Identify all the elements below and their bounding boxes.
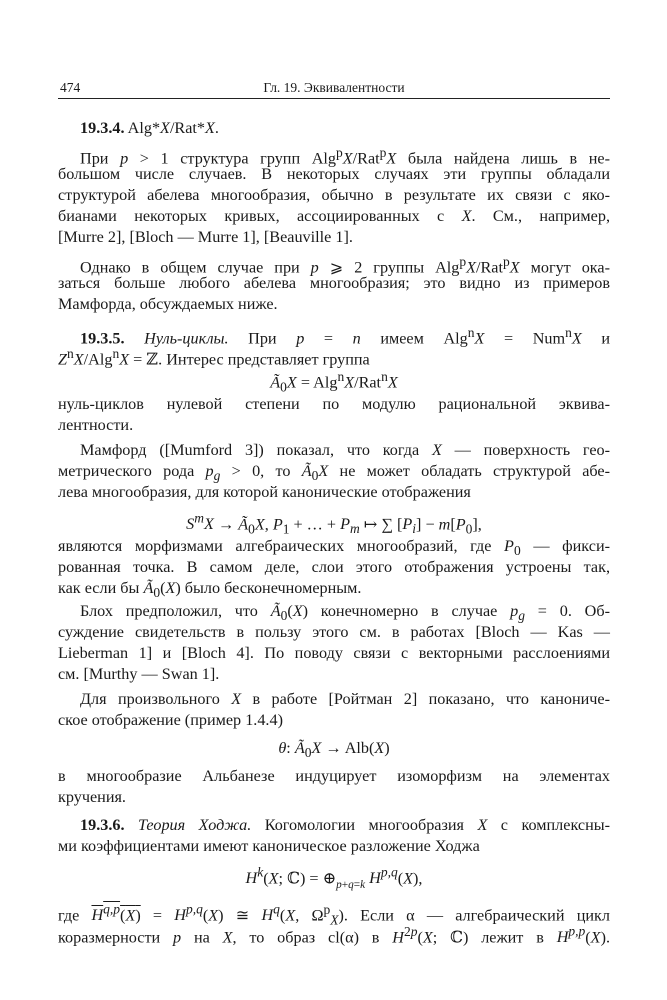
text-line: Для произвольного X в работе [Ройтман 2] показано, что канониче-: [80, 690, 610, 708]
page-header: [58, 80, 610, 99]
text-line: коразмерности p на X, то образ cl(α) в $H^{2p}(X$; ℂ) лежит в H$^{p,p}$(X).: [58, 924, 610, 947]
text-line: ми коэффициентами имеют каноническое разложение Ходжа: [58, 837, 480, 855]
text-line: лентности.: [58, 416, 134, 434]
text-line: структурой абелева многообразия, обычно в результате их связи с яко-: [58, 186, 610, 204]
text-line: суждение свидетельств в пользу этого см. в работах [Bloch — Kas —: [58, 623, 610, 641]
section-heading: 19.3.6. Теория Ходжа. Когомологии многообразия X с комплексны-: [80, 816, 611, 834]
text-line: ское отображение (пример 1.4.4): [58, 711, 283, 729]
text-line: метрического рода $p_g > 0$, то $Ã_0X$ не может обладать структурой абе-: [58, 462, 610, 484]
text-line: Однако в общем случае при p ⩾ 2 группы Alg$^p$X/Rat$^p$X могут ока-: [80, 254, 610, 277]
text-line: заться больше любого абелева многообразия; это видно из примеров: [58, 274, 610, 292]
section-heading: 19.3.5. Нуль-циклы. При p = n имеем Alg$^n$X = Num$^n$X и: [80, 325, 611, 348]
text-line: лева многообразия, для которой канонические отображения: [58, 483, 471, 501]
text-line: При p > 1 структура групп Alg$^p$X/Rat$^p$X была найдена лишь в не-: [80, 145, 611, 168]
text-line: в многообразие Альбанезе индуцирует изоморфизм на элементах: [58, 767, 610, 785]
text-line: Блох предположил, что $Ã_0(X)$ конечномерно в случае $p_g = 0$. Об-: [80, 602, 610, 624]
formula: θ: $Ã_0X \to Alb(X)$: [278, 739, 390, 761]
formula: $H^k(X$; ℂ) = $\oplus_{p+q=k}$ H$^{p,q}$(X),: [245, 865, 423, 891]
text-line: являются морфизмами алгебраических многообразий, где $P_0$ — фикси-: [58, 537, 611, 559]
text-line: $Z^nX/Alg^nX$ = ℤ. Интерес представляет группа: [58, 346, 370, 369]
text-line: как если бы $Ã_0(X)$ было бесконечномерным.: [58, 579, 362, 601]
text-line: Мамфорд ([Mumford 3]) показал, что когда X — поверхность гео-: [80, 441, 610, 459]
text-line: рованная точка. В самом деле, слои этого отображения устроены так,: [58, 558, 610, 576]
text-line: Мамфорда, обсуждаемых ниже.: [58, 295, 278, 313]
page-number: 474: [60, 80, 81, 95]
formula: $S^mX$ → $Ã_0X$, $P_1$ + … + $P_m$ ↦ ∑ $[P_i] - m[P_0]$,: [186, 511, 482, 537]
text-line: Lieberman 1] и [Bloch 4]. По поводу связи с векторными расслоениями: [58, 644, 610, 662]
text-line: где H$^{q,p}$(X) = H$^{p,q}$(X) ≅ $H^q(X$, $\Omega^p_X$). Если α — алгебраический цикл: [58, 902, 610, 928]
section-heading: 19.3.4. Alg*X/Rat*X.: [80, 119, 219, 137]
formula: $Ã_0X = Alg^nX/Rat^nX$: [270, 369, 398, 395]
text-line: бианами некоторых кривых, ассоциированных с X. См., например,: [58, 207, 610, 225]
text-line: см. [Murthy — Swan 1].: [58, 665, 220, 683]
text-line: нуль-циклов нулевой степени по модулю рациональной эквива-: [58, 395, 610, 413]
text-line: кручения.: [58, 788, 126, 806]
text-line: большом числе случаев. В некоторых случаях эти группы обладали: [58, 165, 610, 183]
text-line: [Murre 2], [Bloch — Murre 1], [Beauville 1].: [58, 228, 353, 246]
running-title: Гл. 19. Эквивалентности: [263, 80, 405, 95]
